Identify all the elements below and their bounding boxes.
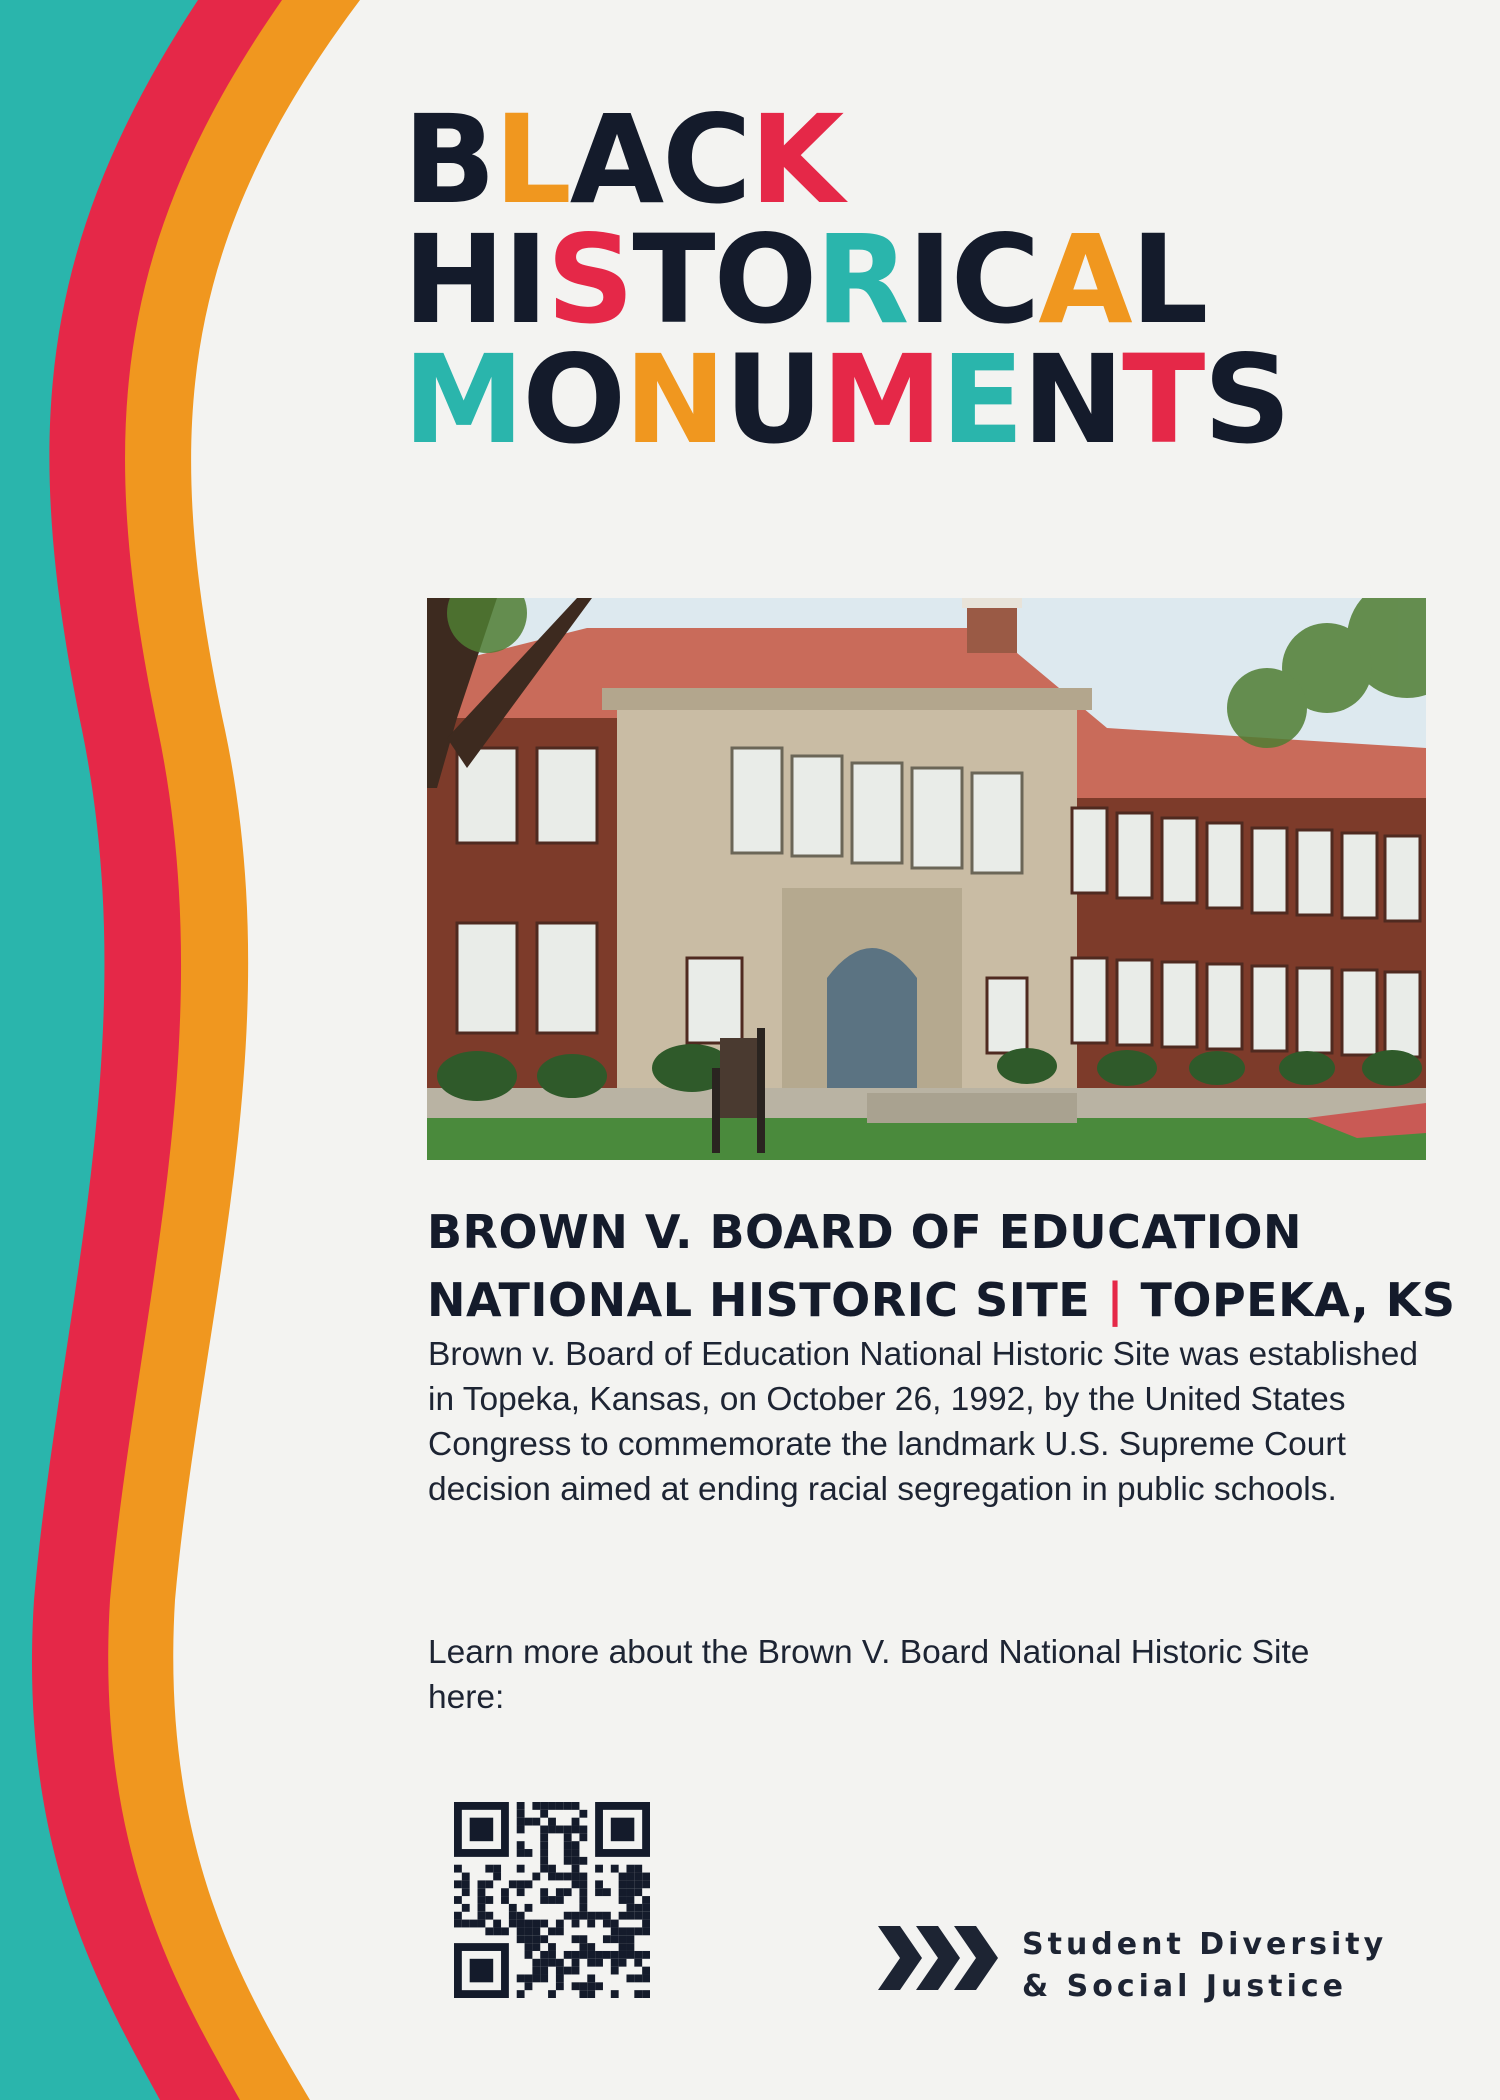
title-letter: S	[1203, 329, 1290, 471]
title-letter: O	[713, 209, 816, 351]
title-letter: A	[1038, 209, 1131, 351]
chevrons-icon	[878, 1918, 1008, 1998]
title-letter: E	[940, 329, 1023, 471]
title-letter: K	[749, 89, 843, 231]
title-line-1	[403, 89, 1289, 231]
qr-code-graphic	[454, 1802, 650, 1998]
title-letter: C	[950, 209, 1039, 351]
title-letter: L	[494, 89, 570, 231]
title-letter: H	[403, 209, 504, 351]
title-line-2	[403, 209, 1289, 351]
title-letter: R	[815, 209, 908, 351]
title-letter: N	[1022, 329, 1123, 471]
site-heading	[427, 1198, 1467, 1334]
title-letter: C	[662, 89, 750, 231]
site-location: TOPEKA, KS	[1140, 1273, 1456, 1327]
site-heading-line-2	[427, 1266, 1467, 1334]
title-letter: I	[503, 209, 547, 351]
heading-separator: |	[1106, 1273, 1124, 1327]
title-letter: B	[403, 89, 494, 231]
title-letter: M	[403, 329, 523, 471]
site-heading-line-1: BROWN V. BOARD OF EDUCATION	[427, 1205, 1303, 1259]
title-letter: I	[907, 209, 951, 351]
site-heading-name: NATIONAL HISTORIC SITE	[427, 1273, 1091, 1327]
title-letter: T	[632, 209, 714, 351]
poster-title	[403, 89, 1290, 471]
title-letter: A	[569, 89, 663, 231]
sdsj-logo	[878, 1918, 1418, 2014]
logo-wordmark	[1022, 1924, 1387, 2008]
title-letter: N	[624, 329, 725, 471]
logo-line-1: Student Diversity	[1022, 1927, 1388, 1962]
title-letter: L	[1130, 209, 1207, 351]
site-description: Brown v. Board of Education National Historic Site was established in Topeka, Kansas, on October 26, 1992, by the United States Congress to commemorate the landmark U.S. Supreme Court decision aimed at ending racial segregation in public schools.	[428, 1336, 1418, 1508]
title-line-3	[403, 329, 1290, 471]
title-letter: O	[522, 329, 625, 471]
title-letter: S	[546, 209, 633, 351]
monument-photo	[427, 598, 1426, 1160]
qr-code[interactable]	[454, 1802, 650, 1998]
logo-line-2: & Social Justice	[1022, 1969, 1347, 2004]
title-letter: M	[821, 329, 941, 471]
school-building-illustration	[427, 598, 1426, 1160]
learn-more-text: Learn more about the Brown V. Board National Historic Site here:	[428, 1634, 1310, 1716]
title-letter: T	[1122, 329, 1204, 471]
title-letter: U	[724, 329, 822, 471]
